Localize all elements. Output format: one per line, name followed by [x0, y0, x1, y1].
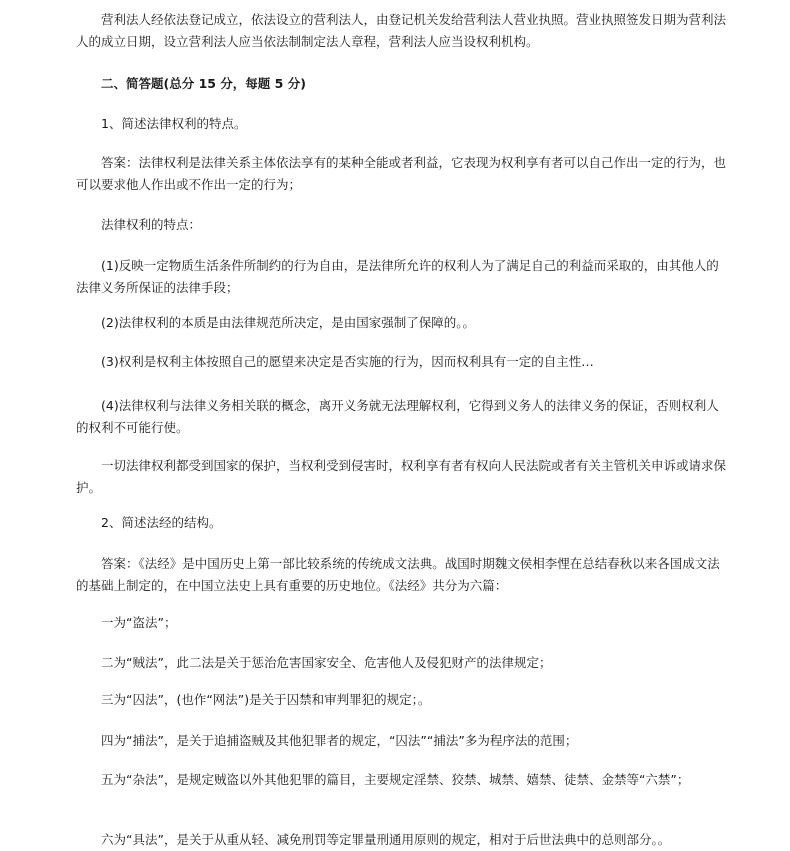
question-2: 2、简述法经的结构。	[101, 515, 222, 530]
answer-2-chapter-3: 三为“囚法”，(也作“网法”)是关于囚禁和审判罪犯的规定；。	[101, 692, 431, 707]
section-heading-short-answer: 二、简答题(总分 15 分，每题 5 分)	[101, 76, 306, 91]
answer-2-intro: 答案：《法经》是中国历史上第一部比较系统的传统成文法典。战国时期魏文侯相李悝在总结春秋以来各国成文法的基础上制定的，在中国立法史上具有重要的历史地位。《法经》共分为六篇：	[76, 556, 720, 593]
answer-2-chapter-6: 六为“具法”，是关于从重从轻、减免刑罚等定罪量刑通用原则的规定，相对于后世法典中的总则部分。。	[101, 832, 671, 847]
answer-2-chapter-4: 四为“捕法”，是关于追捕盗贼及其他犯罪者的规定，“囚法”“捕法”多为程序法的范围；	[101, 733, 578, 748]
answer-2-chapter-5: 五为“杂法”，是规定贼盗以外其他犯罪的篇目，主要规定淫禁、狡禁、城禁、嬉禁、徒禁、金禁等“六禁”；	[101, 772, 690, 787]
answer-1-protection: 一切法律权利都受到国家的保护，当权利受到侵害时，权利享有者有权向人民法院或者有关主管机关申诉或请求保护。	[76, 458, 727, 495]
answer-1-feature-3: (3)权利是权利主体按照自己的愿望来决定是否实施的行为，因而权利具有一定的自主性…	[101, 354, 594, 369]
answer-1-feature-2: (2)法律权利的本质是由法律规范所决定，是由国家强制了保障的。。	[101, 315, 475, 330]
paragraph-for-profit-legal-person: 营利法人经依法登记成立，依法设立的营利法人，由登记机关发给营利法人营业执照。营业执照签发日期为营利法人的成立日期，设立营利法人应当依法制制定法人章程，营利法人应当设权利机构。	[76, 12, 727, 49]
answer-2-chapter-1: 一为“盗法”；	[101, 615, 177, 630]
answer-1-features-heading: 法律权利的特点：	[101, 217, 202, 232]
answer-1-definition: 答案：法律权利是法律关系主体依法享有的某种全能或者利益，它表现为权利享有者可以自己作出一定的行为，也可以要求他人作出或不作出一定的行为；	[76, 155, 727, 192]
answer-1-feature-1: (1)反映一定物质生活条件所制约的行为自由，是法律所允许的权利人为了满足自己的利益而采取的，由其他人的法律义务所保证的法律手段；	[76, 258, 719, 295]
answer-2-chapter-2: 二为“贼法”，此二法是关于惩治危害国家安全、危害他人及侵犯财产的法律规定；	[101, 655, 552, 670]
answer-1-feature-4: (4)法律权利与法律义务相关联的概念，离开义务就无法理解权利，它得到义务人的法律义务的保证，否则权利人的权利不可能行使。	[76, 398, 719, 435]
question-1: 1、简述法律权利的特点。	[101, 116, 247, 131]
